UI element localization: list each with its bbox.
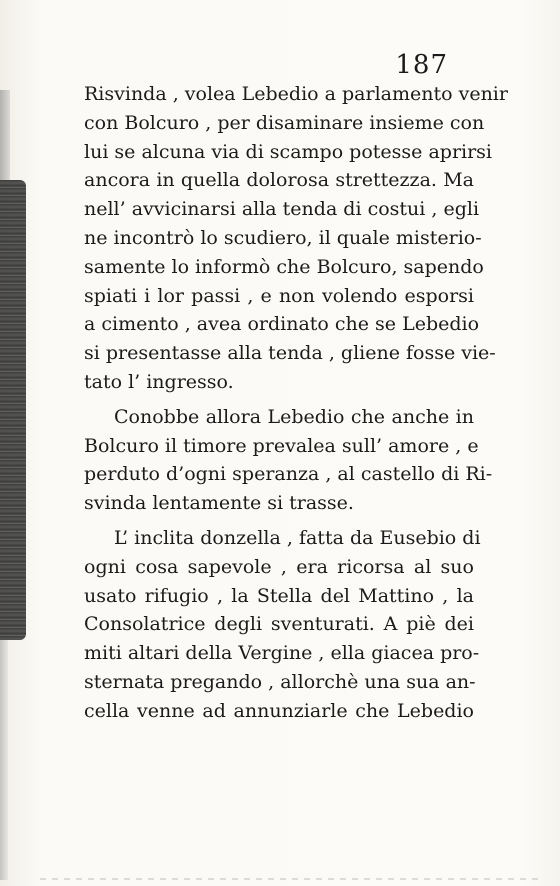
text-line: perduto d’ogni speranza , al castello di Ri- [84, 463, 493, 486]
binding-edge-top [0, 90, 10, 180]
text-line: miti altari della Vergine , ella giacea pro- [84, 642, 480, 665]
text-line: tato l’ ingresso. [84, 370, 234, 393]
page-number: 187 [395, 50, 448, 80]
text-line: con Bolcuro , per disaminare insieme con [84, 111, 485, 134]
text-line: sternata pregando , allorchè una sua an- [84, 670, 476, 693]
text-line: lui se alcuna via di scampo potesse aprirsi [84, 140, 493, 163]
text-line: ancora in quella dolorosa strettezza. Ma [84, 169, 474, 192]
text-line: Risvinda , volea Lebedio a parlamento venir [84, 83, 508, 105]
text-line: spiati i lor passi , e non volendo esporsi [84, 284, 474, 307]
text-line: L’ inclita donzella , fatta da Eusebio di [114, 526, 481, 549]
page-bottom-edge [40, 878, 540, 880]
text-line: cella venne ad annunziarle che Lebedio [84, 699, 474, 722]
text-line: Consolatrice degli sventurati. A piè dei [84, 613, 474, 636]
text-line: ne incontrò lo scudiero, il quale misterio- [84, 226, 482, 249]
text-line: Bolcuro il timore prevalea sull’ amore , e [84, 434, 479, 457]
body-text [84, 80, 508, 726]
text-line: si presentasse alla tenda , gliene fosse vie- [84, 342, 496, 365]
text-line: Conobbe allora Lebedio che anche in [114, 405, 474, 428]
text-line: ogni cosa sapevole , era ricorsa al suo [84, 555, 474, 578]
text-line: svinda lentamente si trasse. [84, 492, 354, 515]
text-line: nell’ avvicinarsi alla tenda di costui , egli [84, 198, 480, 221]
text-line: a cimento , avea ordinato che se Lebedio [84, 313, 480, 336]
binding-edge-bottom [0, 640, 8, 880]
text-line: usato rifugio , la Stella del Mattino , la [84, 584, 474, 607]
binding-edge [0, 180, 26, 640]
text-line: samente lo informò che Bolcuro, sapendo [84, 255, 484, 278]
